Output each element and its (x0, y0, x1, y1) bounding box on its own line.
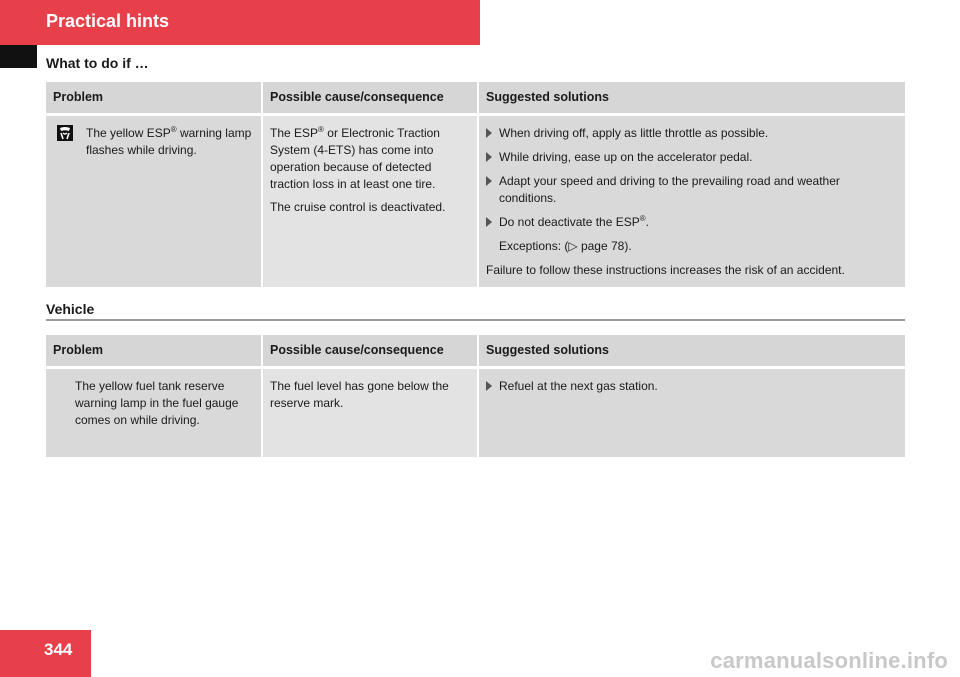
warning-note: Failure to follow these instructions increases the risk of an accident. (486, 263, 845, 277)
cause-paragraph: The ESP® or Electronic Traction System (4-ETS) has come into operation because of detected traction loss in at least one tire. (270, 125, 440, 191)
solution-item: While driving, ease up on the accelerator pedal. (486, 149, 898, 166)
cause-paragraph: The fuel level has gone below the reserve mark. (270, 379, 449, 410)
bullet-arrow-icon (486, 128, 492, 138)
esp-table (46, 82, 905, 287)
registered-mark: ® (639, 214, 646, 223)
col-header-solutions: Suggested solutions (478, 82, 905, 115)
bullet-arrow-icon (486, 381, 492, 391)
bullet-arrow-icon (486, 217, 492, 227)
col-header-cause: Possible cause/consequence (262, 335, 478, 368)
solution-item: When driving off, apply as little throttle as possible. (486, 125, 898, 142)
page-ref-icon: ▷ (568, 239, 578, 253)
section-divider (46, 319, 905, 321)
col-header-problem: Problem (46, 335, 262, 368)
problem-text: The yellow fuel tank reserve warning lamp in the fuel gauge comes on while driving. (75, 379, 239, 427)
exceptions-note: Exceptions: (▷ page 78). (499, 239, 632, 253)
section-title: Vehicle (46, 301, 95, 317)
problem-cell (46, 115, 262, 288)
solutions-cell (478, 368, 905, 458)
problem-text: The yellow ESP® warning lamp flashes while driving. (86, 125, 252, 157)
table-header-row (46, 82, 905, 115)
col-header-cause: Possible cause/consequence (262, 82, 478, 115)
cause-cell (262, 115, 478, 288)
cause-cell (262, 368, 478, 458)
subheading: What to do if … (46, 55, 149, 71)
page-title: Practical hints (46, 11, 170, 31)
col-header-problem: Problem (46, 82, 262, 115)
table-header-row (46, 335, 905, 368)
watermark: carmanualsonline.info (710, 648, 948, 673)
bullet-arrow-icon (486, 176, 492, 186)
table-row (46, 368, 905, 458)
cause-paragraph: The cruise control is deactivated. (270, 200, 446, 214)
vehicle-table (46, 335, 905, 457)
solution-item: Do not deactivate the ESP®. (486, 214, 898, 231)
solution-item: Adapt your speed and driving to the prevailing road and weather conditions. (486, 173, 898, 207)
col-header-solutions: Suggested solutions (478, 335, 905, 368)
registered-mark: ® (170, 125, 177, 134)
solutions-cell (478, 115, 905, 288)
esp-warning-icon (57, 125, 73, 141)
registered-mark: ® (318, 125, 324, 134)
table-row (46, 115, 905, 288)
problem-cell (46, 368, 262, 458)
solution-item: Refuel at the next gas station. (486, 378, 898, 395)
section-tab-marker (0, 45, 37, 68)
page-number: 344 (44, 640, 73, 659)
bullet-arrow-icon (486, 152, 492, 162)
